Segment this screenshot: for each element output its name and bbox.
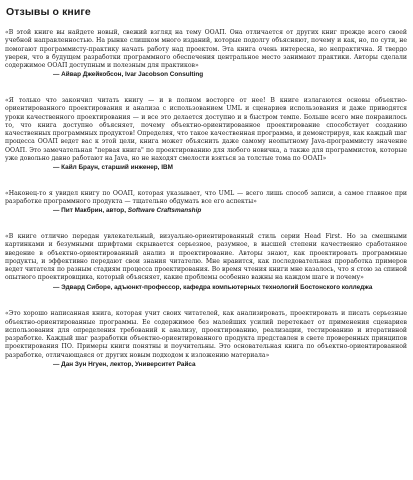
review-item: [5, 97, 407, 173]
review-author: — Кайл Браун, старший инженер, IBM: [53, 164, 173, 172]
review-author-work: Software Craftsmanship: [127, 207, 202, 215]
review-author: — Айвар Джейкобсон, Ivar Jacobson Consulting: [53, 71, 204, 79]
review-quote: «В книге отлично передан увлекательный, визуально-ориентированный стиль серии Head First. Но за смешными картинками и безумными шрифтами скрывается серьезное, разумное, в высшей степени качественно сработанное введение в объектно-ориентированный анализ и проектирование. Авторы знают, как проектировать программные продукты, и эффективно передают свои знания читателю. Мне нравится, как последовательная проработка примеров ведет читателя по разным стадиям процесса проектирования. Во время чтения книги мне казалось, что я стою за спиной опытного проектировщика, который объясняет, какие проблемы особенно важны на каждом шаге и почему»: [5, 232, 407, 282]
review-item: [5, 29, 407, 80]
review-author: — Эдвард Сиборе, адъюнкт-профессор, кафедра компьютерных технологий Бостонского колледжа: [53, 283, 373, 291]
review-quote: «Наконец-то я увидел книгу по ООАП, которая указывает, что UML — всего лишь способ записи, а самое главное при разработке программного продукта — тщательно обдумать все его аспекты»: [5, 189, 407, 206]
review-author: [53, 207, 407, 216]
review-item: [5, 310, 407, 369]
review-quote: «Это хорошо написанная книга, которая учит своих читателей, как анализировать, проектировать и писать серьезные объектно-ориентированные программы. Ее содержимое без малейших усилий перетекает от применения сценариев использования для определения требований к анализу, проектированию, реализации, тестированию и итеративной разработке. Каждый шаг разработки объектно-ориентированного продукта представлен в свете проверенных принципов проектирования ПО. Примеры книги понятны и поучительны. Это основательная книга по объектно-ориентированной разработке, отличающаяся от других новым подходом к изложению материала»: [5, 310, 407, 359]
review-quote: «В этой книге вы найдете новый, свежий взгляд на тему ООАП. Она отличается от других книг прежде всего своей учебной направленностью. На рынке слишком много изданий, которые подолгу объясняют, почему и как, но, по сути, не помогают программисту-практику начать работу над проектом. Эта книга очень интересна, но непрактична. Я твердо уверен, что в будущем разработки программного обеспечения центральное место занимают практики. Авторы сделали содержимое ООАП доступным и полезным для практиков»: [5, 29, 407, 70]
review-author: — Дан Зун Нгуен, лектор, Университет Райса: [53, 361, 196, 369]
page-title: Отзывы о книге: [6, 6, 91, 18]
review-item: [5, 190, 407, 216]
review-quote: «Я только что закончил читать книгу — и в полном восторге от нее! В книге излагаются основы объектно-ориентированного проектирования и анализа с использованием UML и сценариев использования и даже приводятся уроки качественного проектирования — и все это делается доступно и в быстром темпе. Больше всего мне понравилось то, что книга доступно объясняет, почему объектно-ориентированное проектирование способствует созданию качественных программных продуктов! Определяя, что такое качественная программа, и демонстрируя, как каждый шаг процесса ООАП ведет вас к этой цели, книга может объяснить даже самому неопытному Java-программисту значение ООАП. Это замечательная "первая книга" по проектированию для любого новичка, а также для программистов, которые уже довольно давно работают на Java, но не находят смелости взяться за толстые тома по ООАП»: [5, 96, 407, 163]
review-author-name: — Пит Макбрин, автор,: [53, 207, 128, 215]
review-item: [5, 233, 407, 292]
